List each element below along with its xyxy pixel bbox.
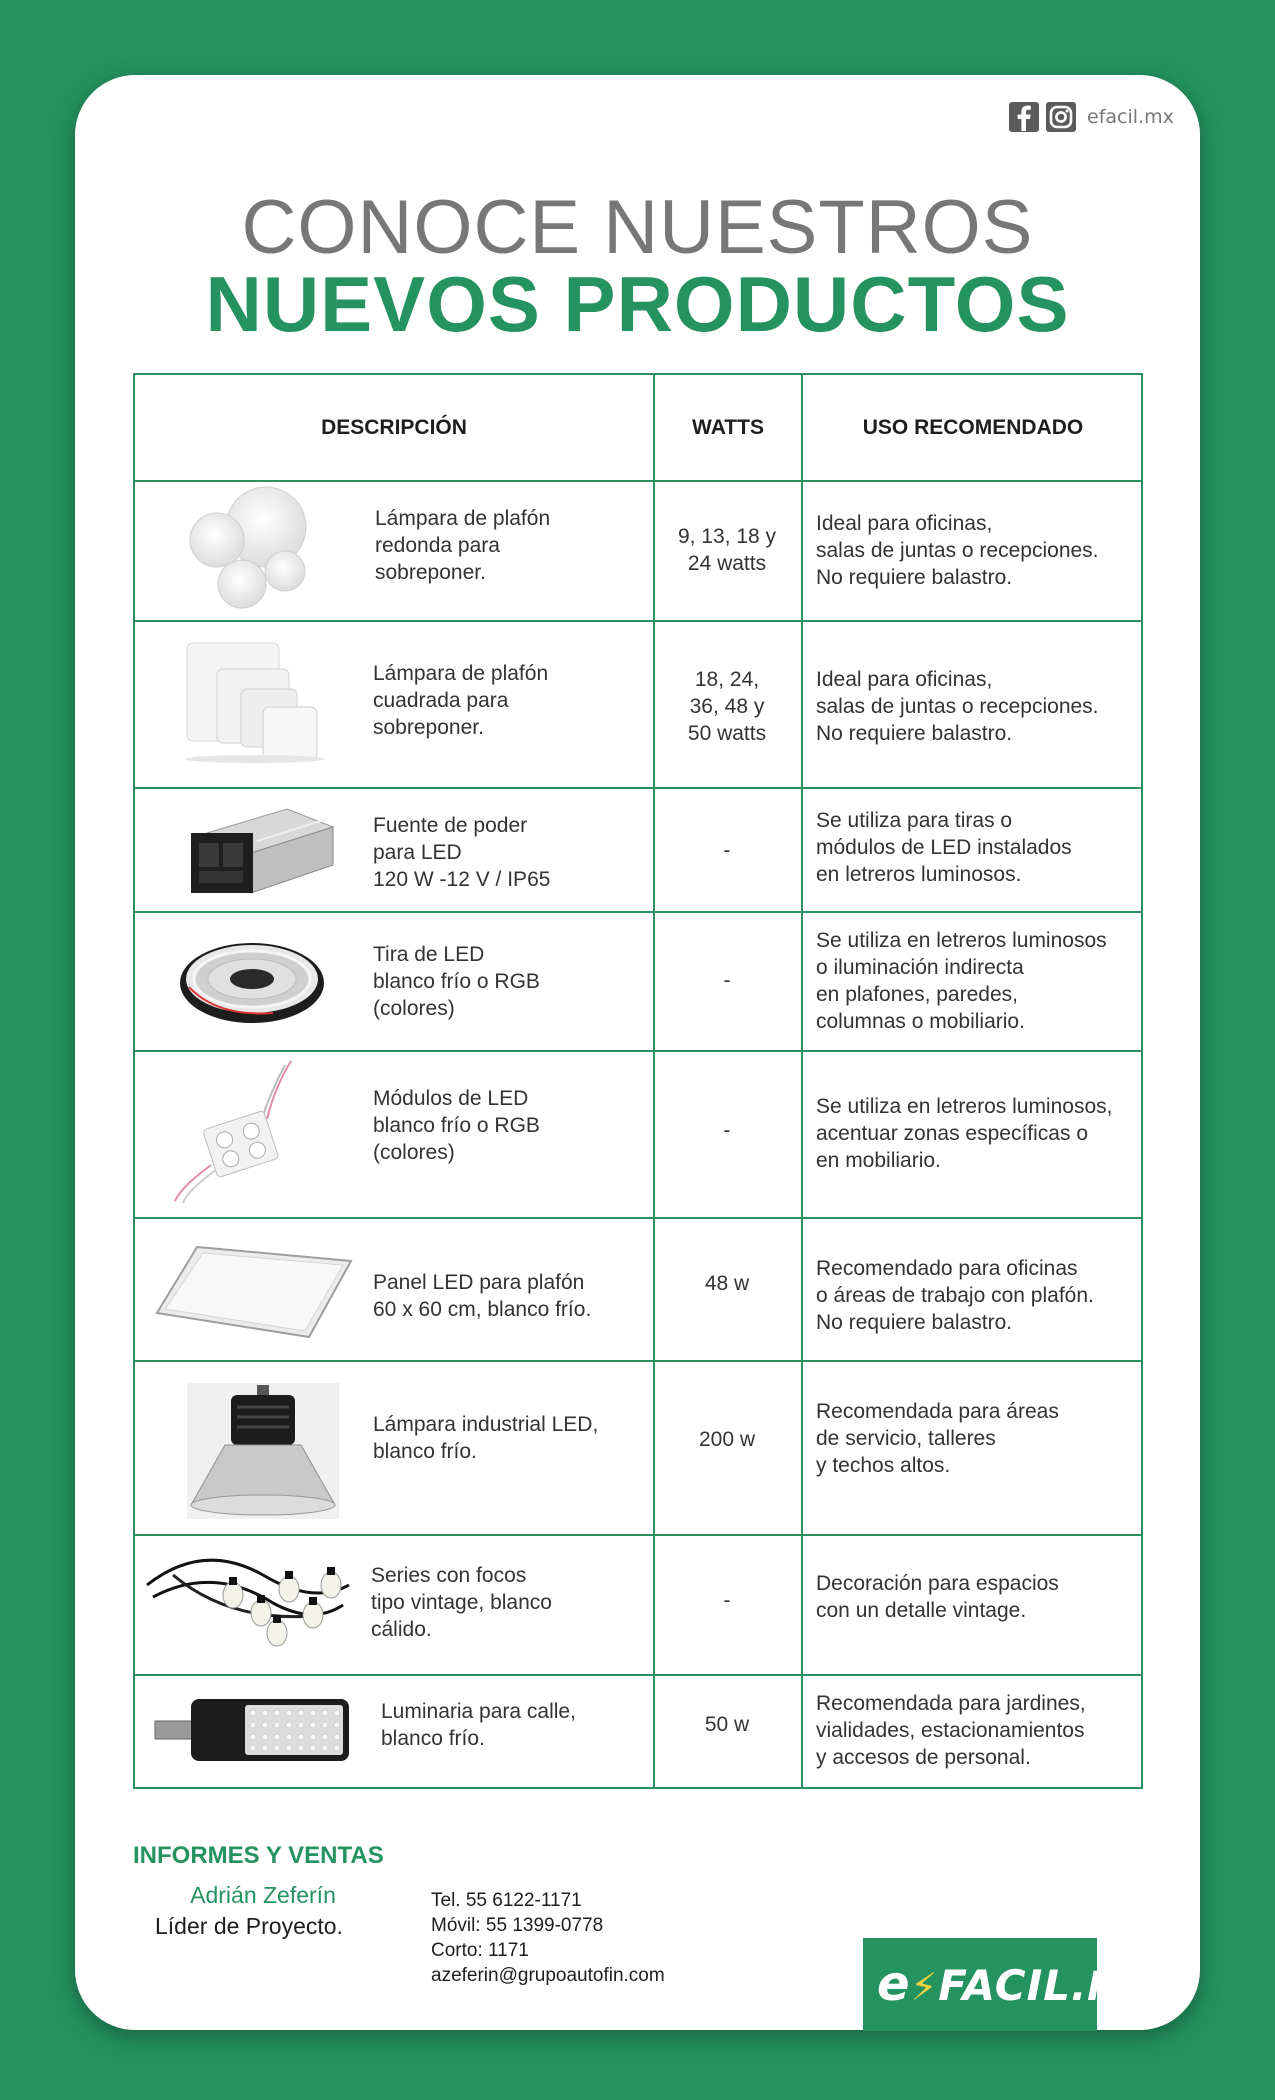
contact-phone[interactable]: Tel. 55 6122-1171	[431, 1890, 582, 1911]
row-6-watts: 48 w	[704, 1272, 750, 1295]
led-module-image	[171, 1057, 301, 1207]
street-light-image	[153, 1693, 351, 1765]
row-4-description: Tira de LED blanco frío o RGB (colores)	[373, 943, 540, 1020]
contact-details	[431, 1888, 665, 1988]
page-title-line1: CONOCE NUESTROS	[241, 185, 1034, 270]
square-ceiling-lamp-image	[165, 637, 325, 765]
led-panel-image	[155, 1243, 355, 1343]
instagram-icon[interactable]	[1046, 102, 1076, 132]
row-9-watts: 50 w	[704, 1713, 750, 1736]
row-4-use: Se utiliza en letreros luminosos o iluminación indirecta en plafones, paredes, columnas o mobiliario.	[816, 929, 1107, 1033]
row-9-use: Recomendada para jardines, vialidades, estacionamientos y accesos de personal.	[816, 1692, 1086, 1769]
contact-name: Adrián Zeferín	[190, 1882, 336, 1908]
row-3-use: Se utiliza para tiras o módulos de LED instalados en letreros luminosos.	[816, 809, 1072, 886]
row-divider	[135, 1534, 1141, 1536]
logo-wordmark: e⚡FACIL.MX®	[877, 1956, 1175, 2012]
row-2-description: Lámpara de plafón cuadrada para sobreponer.	[373, 662, 549, 739]
row-5-watts: -	[723, 1119, 731, 1142]
row-8-watts: -	[723, 1589, 731, 1612]
contact-email[interactable]: azeferin@grupoautofin.com	[431, 1965, 665, 1986]
round-ceiling-lamp-image	[183, 485, 313, 615]
row-divider	[135, 911, 1141, 913]
header-watts: WATTS	[692, 416, 764, 439]
row-divider	[135, 1050, 1141, 1052]
page-title-line2: NUEVOS PRODUCTOS	[205, 260, 1070, 348]
vintage-bulb-string-image	[143, 1545, 353, 1651]
row-6-use: Recomendado para oficinas o áreas de trabajo con plafón. No requiere balastro.	[816, 1257, 1094, 1334]
row-divider	[135, 787, 1141, 789]
row-5-description: Módulos de LED blanco frío o RGB (colores)	[373, 1087, 540, 1164]
column-divider	[653, 375, 655, 1787]
row-8-use: Decoración para espacios con un detalle vintage.	[816, 1572, 1059, 1622]
contact-heading: INFORMES Y VENTAS	[133, 1842, 384, 1869]
facebook-icon[interactable]	[1009, 102, 1039, 132]
header-description: DESCRIPCIÓN	[321, 416, 467, 439]
row-divider	[135, 1217, 1141, 1219]
row-9-description: Luminaria para calle, blanco frío.	[381, 1700, 576, 1750]
contact-short: Corto: 1171	[431, 1940, 529, 1961]
website-url[interactable]: efacil.mx	[1087, 106, 1174, 128]
row-1-description: Lámpara de plafón redonda para sobreponer.	[375, 507, 551, 584]
row-3-watts: -	[723, 839, 731, 862]
header-use: USO RECOMENDADO	[862, 416, 1084, 439]
row-divider	[135, 1360, 1141, 1362]
row-1-use: Ideal para oficinas, salas de juntas o recepciones. No requiere balastro.	[816, 512, 1099, 589]
social-bar	[1009, 101, 1174, 133]
row-divider	[135, 620, 1141, 622]
row-5-use: Se utiliza en letreros luminosos, acentuar zonas específicas o en mobiliario.	[816, 1095, 1113, 1172]
row-7-use: Recomendada para áreas de servicio, talleres y techos altos.	[816, 1400, 1059, 1477]
row-divider	[135, 480, 1141, 482]
row-divider	[135, 1674, 1141, 1676]
column-divider	[801, 375, 803, 1787]
industrial-lamp-image	[187, 1383, 339, 1519]
row-1-watts: 9, 13, 18 y 24 watts	[677, 525, 777, 575]
led-strip-reel-image	[177, 937, 327, 1027]
row-2-use: Ideal para oficinas, salas de juntas o recepciones. No requiere balastro.	[816, 668, 1099, 745]
row-7-watts: 200 w	[698, 1428, 756, 1451]
contact-mobile[interactable]: Móvil: 55 1399-0778	[431, 1915, 604, 1936]
row-7-description: Lámpara industrial LED, blanco frío.	[373, 1413, 599, 1463]
products-table	[133, 373, 1143, 1789]
row-6-description: Panel LED para plafón 60 x 60 cm, blanco frío.	[373, 1271, 592, 1321]
row-3-description: Fuente de poder para LED 120 W -12 V / IP65	[373, 814, 551, 891]
power-supply-image	[187, 803, 337, 897]
row-8-description: Series con focos tipo vintage, blanco cálido.	[371, 1564, 552, 1641]
efacil-logo	[863, 1938, 1175, 2031]
contact-role: Líder de Proyecto.	[155, 1913, 343, 1939]
row-4-watts: -	[723, 969, 731, 992]
row-2-watts: 18, 24, 36, 48 y 50 watts	[687, 668, 767, 745]
